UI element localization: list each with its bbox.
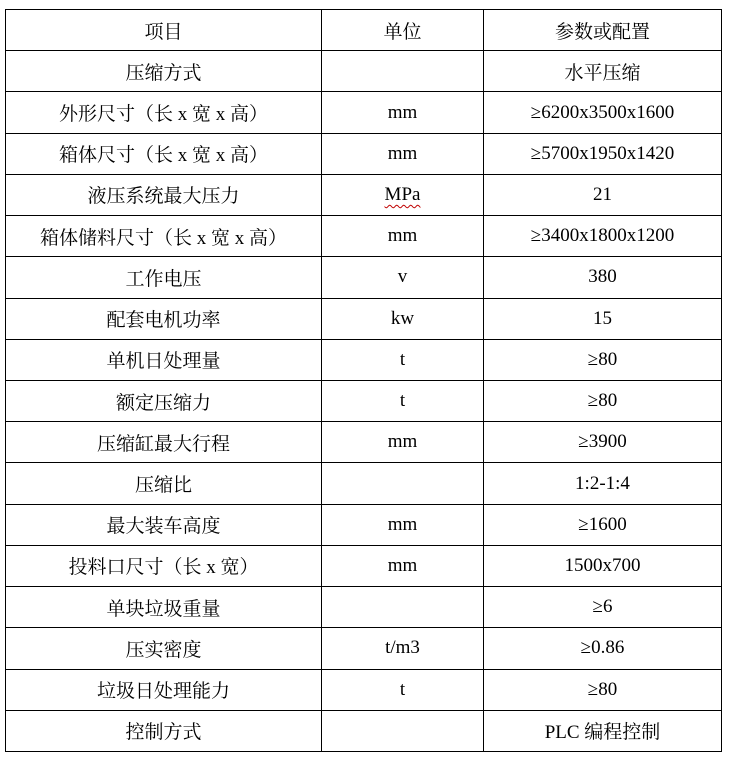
unit-cell: mm <box>322 422 484 463</box>
unit-cell: mm <box>322 92 484 133</box>
item-cell: 箱体尺寸（长 x 宽 x 高） <box>6 133 322 174</box>
unit-cell <box>322 587 484 628</box>
unit-cell <box>322 710 484 751</box>
item-cell: 液压系统最大压力 <box>6 174 322 215</box>
table-row <box>6 133 722 174</box>
unit-cell: kw <box>322 298 484 339</box>
item-cell: 压缩方式 <box>6 51 322 92</box>
unit-cell <box>322 51 484 92</box>
unit-spellcheck-text: MPa <box>384 183 421 205</box>
unit-cell <box>322 463 484 504</box>
item-cell: 单块垃圾重量 <box>6 587 322 628</box>
item-cell: 配套电机功率 <box>6 298 322 339</box>
header-item: 项目 <box>6 10 322 51</box>
table-row <box>6 51 722 92</box>
unit-cell: v <box>322 257 484 298</box>
unit-cell: t/m3 <box>322 628 484 669</box>
table-row <box>6 463 722 504</box>
header-unit: 单位 <box>322 10 484 51</box>
item-cell: 压实密度 <box>6 628 322 669</box>
item-cell: 控制方式 <box>6 710 322 751</box>
header-value: 参数或配置 <box>484 10 722 51</box>
table-row <box>6 545 722 586</box>
item-cell: 工作电压 <box>6 257 322 298</box>
unit-cell: mm <box>322 133 484 174</box>
value-cell: ≥80 <box>484 339 722 380</box>
value-cell: 15 <box>484 298 722 339</box>
unit-cell: t <box>322 669 484 710</box>
item-cell: 垃圾日处理能力 <box>6 669 322 710</box>
table-row <box>6 298 722 339</box>
unit-cell: mm <box>322 216 484 257</box>
value-cell: PLC 编程控制 <box>484 710 722 751</box>
table-row <box>6 257 722 298</box>
table-row <box>6 669 722 710</box>
value-cell: 1500x700 <box>484 545 722 586</box>
table-row <box>6 92 722 133</box>
value-cell: 380 <box>484 257 722 298</box>
unit-cell: t <box>322 380 484 421</box>
value-cell: ≥6200x3500x1600 <box>484 92 722 133</box>
spec-table <box>5 9 722 752</box>
table-row <box>6 174 722 215</box>
item-cell: 单机日处理量 <box>6 339 322 380</box>
unit-cell <box>322 174 484 215</box>
table-row <box>6 504 722 545</box>
unit-cell: t <box>322 339 484 380</box>
item-cell: 最大装车高度 <box>6 504 322 545</box>
table-row <box>6 339 722 380</box>
value-cell: ≥5700x1950x1420 <box>484 133 722 174</box>
table-row <box>6 710 722 751</box>
unit-cell: mm <box>322 545 484 586</box>
table-row <box>6 628 722 669</box>
value-cell: ≥80 <box>484 669 722 710</box>
table-row <box>6 422 722 463</box>
value-cell: ≥6 <box>484 587 722 628</box>
table-row <box>6 587 722 628</box>
value-cell: ≥1600 <box>484 504 722 545</box>
table-row <box>6 216 722 257</box>
item-cell: 投料口尺寸（长 x 宽） <box>6 545 322 586</box>
item-cell: 箱体储料尺寸（长 x 宽 x 高） <box>6 216 322 257</box>
value-cell: 1:2-1:4 <box>484 463 722 504</box>
item-cell: 压缩比 <box>6 463 322 504</box>
value-cell: ≥3900 <box>484 422 722 463</box>
item-cell: 额定压缩力 <box>6 380 322 421</box>
value-cell: ≥80 <box>484 380 722 421</box>
value-cell: ≥0.86 <box>484 628 722 669</box>
value-cell: 水平压缩 <box>484 51 722 92</box>
item-cell: 外形尺寸（长 x 宽 x 高） <box>6 92 322 133</box>
item-cell: 压缩缸最大行程 <box>6 422 322 463</box>
table-row <box>6 380 722 421</box>
value-cell: 21 <box>484 174 722 215</box>
value-cell: ≥3400x1800x1200 <box>484 216 722 257</box>
unit-cell: mm <box>322 504 484 545</box>
table-header-row <box>6 10 722 51</box>
